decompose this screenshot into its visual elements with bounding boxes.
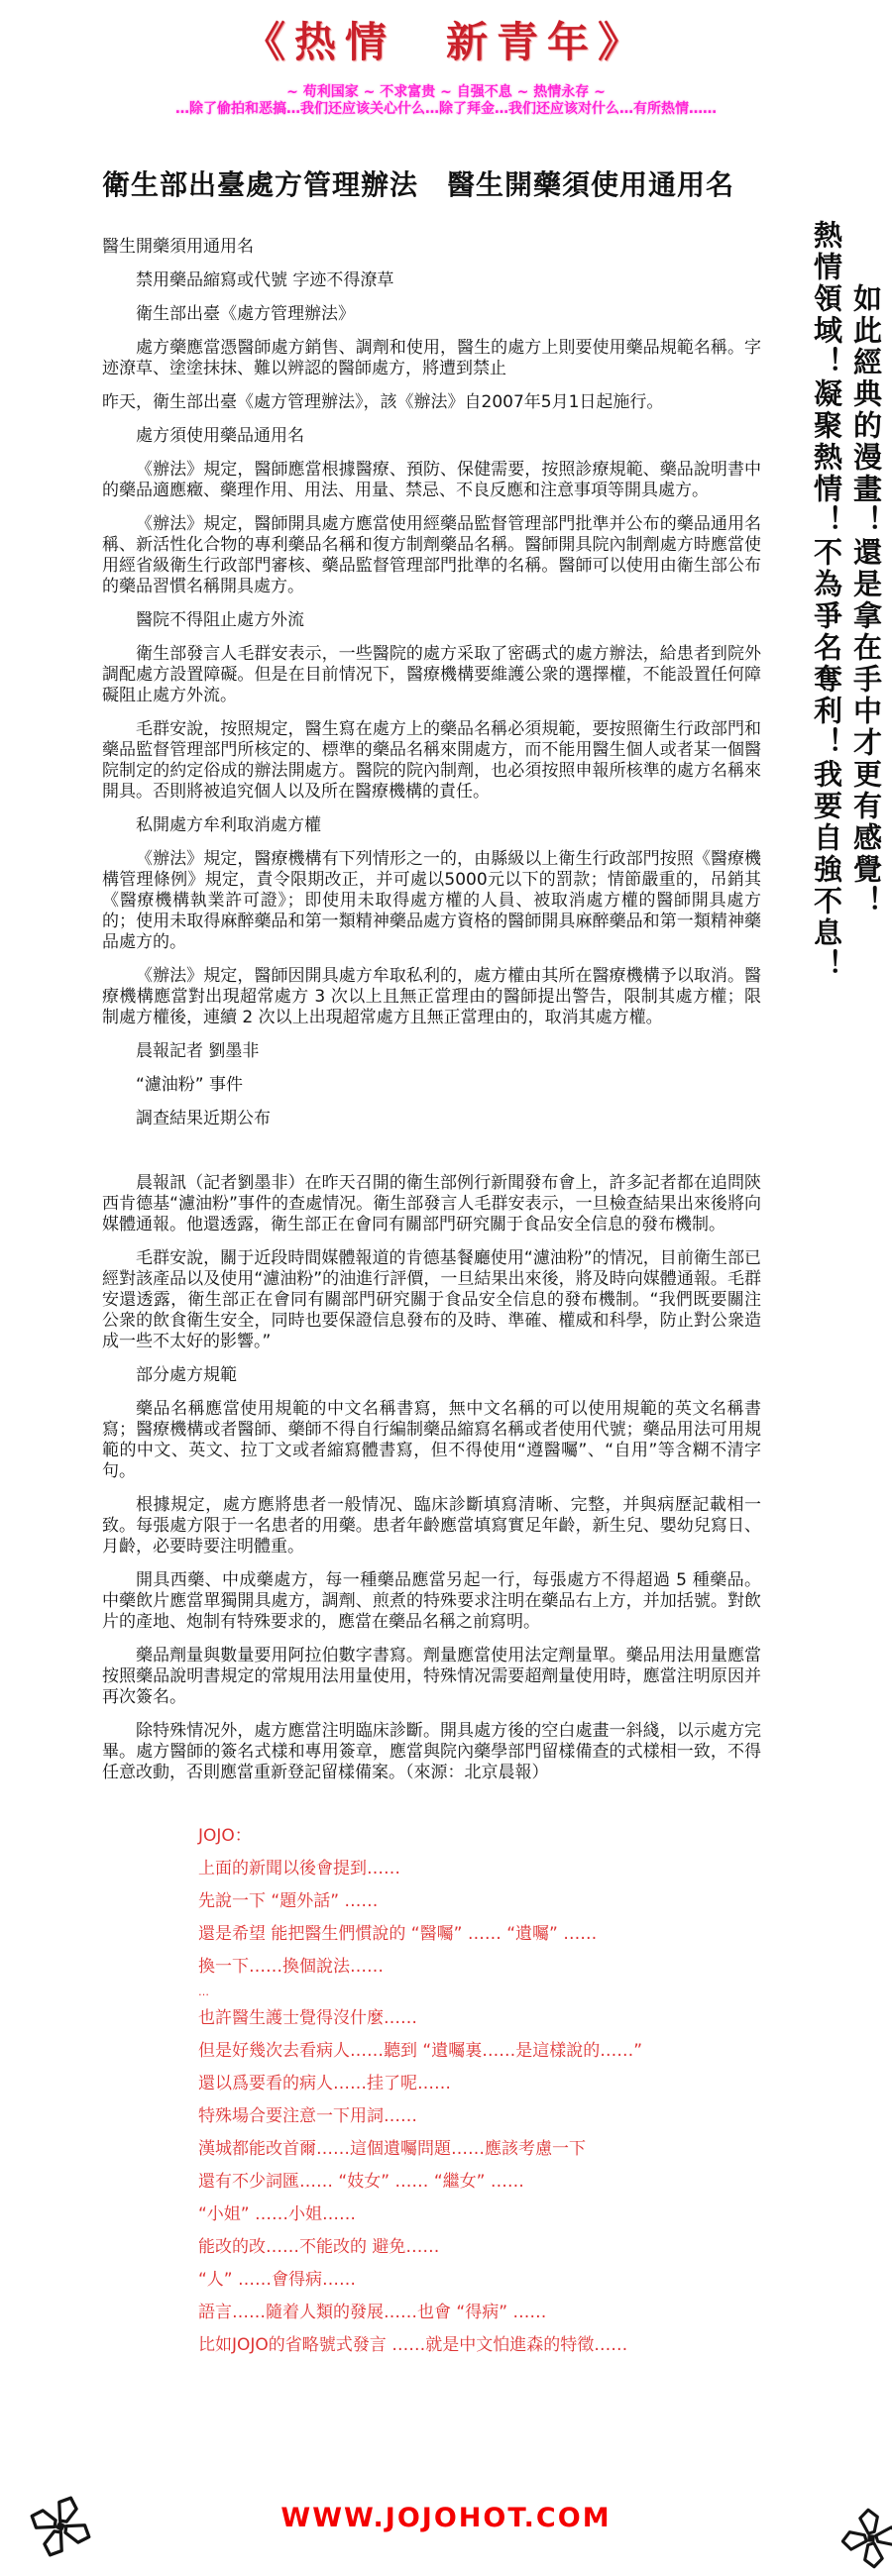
comment-line: “人” ……會得病……: [198, 2270, 357, 2290]
side-banner-column-right: 如此經典的漫畫！還是拿在手中才更有感覺！: [849, 283, 883, 917]
comment-line: “小姐” ……小姐……: [198, 2204, 357, 2224]
comment-line: 還是希望 能把醫生們慣說的 “醫囑” …… “遺囑” ……: [198, 1924, 598, 1944]
article-paragraph: “濾油粉” 事件: [136, 1075, 244, 1095]
article-paragraph: 除特殊情况外，處方應當注明臨床診斷。開具處方後的空白處畫一斜綫，以示處方完畢。處方醫師的簽名式樣和專用簽章，應當與院內藥學部門留樣備查的式樣相一致，不得任意改動，否則應當重新登記留樣備案。（來源：北京晨報）: [102, 1721, 761, 1782]
article-paragraph: 衛生部出臺《處方管理辦法》: [136, 304, 355, 324]
comment-line: 也許醫生護士覺得沒什麼……: [198, 2008, 417, 2028]
comment-line: 能改的改……不能改的 避免……: [198, 2237, 440, 2257]
comment-line: 語言……隨着人類的發展……也會 “得病” ……: [198, 2303, 547, 2322]
pinwheel-icon-left: [26, 2485, 95, 2568]
masthead: [0, 0, 892, 118]
article-paragraph: 藥品名稱應當使用規範的中文名稱書寫，無中文名稱的可以使用規範的英文名稱書寫；醫療機構或者醫師、藥師不得自行編制藥品縮寫名稱或者使用代號；藥品用法可用規範的中文、英文、拉丁文或者縮寫體書寫，但不得使用“遵醫囑”、“自用”等含糊不清字句。: [102, 1399, 761, 1481]
comment-line: 但是好幾次去看病人……聽到 “遺囑裏……是這樣說的……”: [198, 2041, 643, 2061]
article-paragraph: 部分處方規範: [136, 1365, 237, 1385]
comment-line: 比如JOJO的省略號式發言 ……就是中文怕進森的特徵……: [198, 2335, 628, 2355]
comment-line: 還有不少詞匯…… “妓女” …… “繼女” ……: [198, 2172, 524, 2192]
masthead-title: 《热情 新青年》: [243, 18, 648, 66]
article-paragraph: 調查結果近期公布: [136, 1109, 271, 1128]
masthead-motto-line2: …除了偷拍和恶搞…我们还应该关心什么…除了拜金…我们还应该对什么…有所热情……: [175, 101, 717, 117]
article-paragraph: 《辦法》規定，醫療機構有下列情形之一的，由縣級以上衛生行政部門按照《醫療機構管理條例》規定，責令限期改正，并可處以5000元以下的罰款；情節嚴重的，吊銷其《醫療機構執業許可證》；即使用未取得處方權的人員、被取消處方權的醫師開具處方的；使用未取得麻醉藥品和第一類精神藥品處方資格的醫師開具麻醉藥品和第一類精神藥品處方的。: [102, 849, 761, 952]
comment-line: 漢城都能改首爾……這個遺囑問題……應該考慮一下: [198, 2139, 586, 2159]
article-paragraph: 昨天，衛生部出臺《處方管理辦法》，該《辦法》自2007年5月1日起施行。: [102, 392, 664, 412]
comment-line: 還以爲要看的病人……挂了呢……: [198, 2074, 451, 2093]
article-paragraph: 毛群安說，按照規定，醫生寫在處方上的藥品名稱必須規範，要按照衛生行政部門和藥品監督管理部門所核定的、標準的藥品名稱來開處方，而不能用醫生個人或者某一個醫院制定的約定俗成的辦法開處方。醫院的院內制劑，也必須按照申報所核準的處方名稱來開具。否則將被追究個人以及所在醫療機構的責任。: [102, 719, 761, 802]
comment-line: 上面的新聞以後會提到……: [198, 1859, 400, 1878]
article-paragraph: 毛群安說，關于近段時間媒體報道的肯德基餐廳使用“濾油粉”的情况，目前衛生部已經對該產品以及使用“濾油粉”的油進行評價，一旦結果出來後，將及時向媒體通報。毛群安還透露，衛生部正在會同有關部門研究關于食品安全信息的發布機制。“我們既要關注公衆的飲食衛生安全，同時也要保證信息發布的及時、準確、權威和科學，防止對公衆造成一些不太好的影響。”: [102, 1248, 761, 1351]
jojo-comment: [198, 1827, 833, 2354]
article-paragraph: 晨報記者 劉墨非: [136, 1041, 260, 1061]
article-paragraph: 處方須使用藥品通用名: [136, 426, 304, 446]
site-url: WWW.JOJOHOT.COM: [280, 2503, 612, 2533]
article-paragraph: 《辦法》規定，醫師應當根據醫療、預防、保健需要，按照診療規範、藥品說明書中的藥品適應癥、藥理作用、用法、用量、禁忌、不良反應和注意事項等開具處方。: [102, 460, 761, 500]
masthead-motto-line1: ~ 苟利国家 ~ 不求富贵 ~ 自强不息 ~ 热情永存 ~: [286, 84, 606, 100]
article-body: [102, 237, 761, 1783]
article-headline: 衛生部出臺處方管理辦法 醫生開藥須使用通用名: [102, 168, 735, 201]
article-paragraph: 根據規定，處方應將患者一般情况、臨床診斷填寫清晰、完整，并與病歷記載相一致。每張處方限于一名患者的用藥。患者年齡應當填寫實足年齡，新生兒、嬰幼兒寫日、月齡，必要時要注明體重。: [102, 1495, 761, 1556]
comment-line: …: [198, 1986, 209, 1998]
comment-line: 換一下……換個說法……: [198, 1957, 384, 1977]
side-banner: [807, 220, 886, 1032]
article-paragraph: 藥品劑量與數量要用阿拉伯數字書寫。劑量應當使用法定劑量單。藥品用法用量應當按照藥品說明書規定的常規用法用量使用，特殊情况需要超劑量使用時，應當注明原因并再次簽名。: [102, 1646, 761, 1707]
article-paragraph: 醫院不得阻止處方外流: [136, 610, 304, 630]
article-paragraph: 《辦法》規定，醫師因開具處方牟取私利的，處方權由其所在醫療機構予以取消。醫療機構應當對出現超常處方 3 次以上且無正當理由的醫師提出警告，限制其處方權；限制處方權後，連續 2 次以上出現超常處方且無正當理由的，取消其處方權。: [102, 966, 761, 1027]
article-paragraph: 私開處方牟利取消處方權: [136, 815, 321, 835]
article-paragraph: 《辦法》規定，醫師開具處方應當使用經藥品監督管理部門批準并公布的藥品通用名稱、新活性化合物的專利藥品名稱和復方制劑藥品名稱。醫師開具院內制劑處方時應當使用經省級衛生行政部門審核、藥品監督管理部門批準的名稱。醫師可以使用由衛生部公布的藥品習慣名稱開具處方。: [102, 514, 761, 596]
side-banner-column-left: 熱情領域！凝聚熱情！不為爭名奪利！我要自強不息！: [810, 220, 843, 981]
article-paragraph: 醫生開藥須用通用名: [102, 237, 254, 257]
pinwheel-icon-right: [838, 2499, 892, 2576]
comment-line: JOJO：: [198, 1826, 252, 1846]
article-paragraph: 衛生部發言人毛群安表示，一些醫院的處方采取了密碼式的處方辦法，給患者到院外調配處方設置障礙。但是在目前情况下，醫療機構要維護公衆的選擇權，不能設置任何障礙阻止處方外流。: [102, 644, 761, 705]
article-paragraph: 開具西藥、中成藥處方，每一種藥品應當另起一行，每張處方不得超過 5 種藥品。中藥飲片應當單獨開具處方，調劑、煎煮的特殊要求注明在藥品右上方，并加括號。對飲片的產地、炮制有特殊要求的，應當在藥品名稱之前寫明。: [102, 1570, 761, 1632]
article-paragraph: 禁用藥品縮寫或代號 字迹不得潦草: [136, 270, 394, 290]
article-paragraph: 處方藥應當憑醫師處方銷售、調劑和使用，醫生的處方上則要使用藥品規範名稱。字迹潦草、塗塗抹抹、難以辨認的醫師處方，將遭到禁止: [102, 338, 761, 378]
article-paragraph: 晨報訊（記者劉墨非）在昨天召開的衛生部例行新聞發布會上，許多記者都在追問陝西肯德基“濾油粉”事件的查處情况。衛生部發言人毛群安表示，一旦檢查結果出來後將向媒體通報。他還透露，衛生部正在會同有關部門研究關于食品安全信息的發布機制。: [102, 1173, 761, 1234]
comment-line: 先說一下 “題外話” ……: [198, 1891, 379, 1911]
comment-line: 特殊場合要注意一下用詞……: [198, 2106, 417, 2126]
